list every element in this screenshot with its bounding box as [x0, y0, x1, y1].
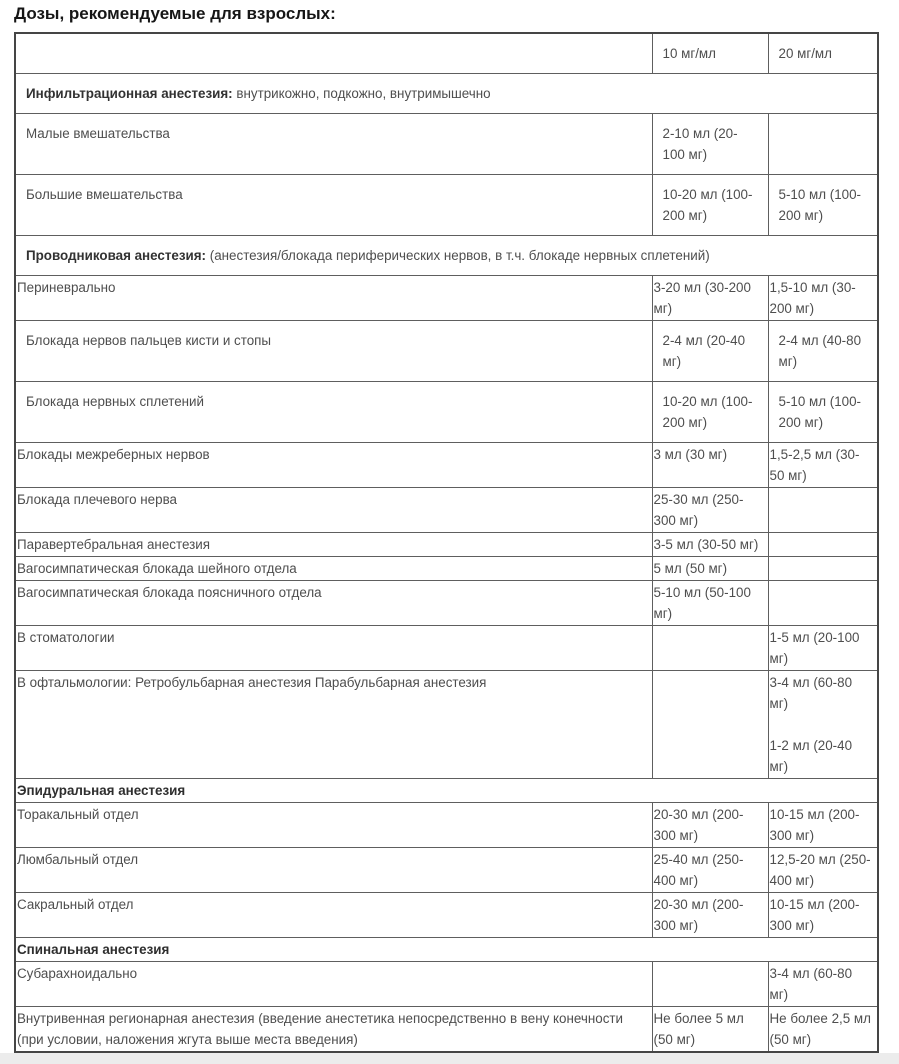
section-title-cell: Эпидуральная анестезия	[15, 779, 878, 803]
row-label-cell: Вагосимпатическая блокада поясничного отдела	[15, 581, 652, 626]
table-row	[15, 671, 878, 779]
table-row	[15, 175, 878, 236]
row-label-cell: Большие вмешательства	[15, 175, 652, 236]
dose-10mg-cell: 10-20 мл (100-200 мг)	[652, 382, 768, 443]
table-row	[15, 276, 878, 321]
dose-20mg-cell: 5-10 мл (100-200 мг)	[768, 175, 878, 236]
section-title-cell: Спинальная анестезия	[15, 938, 878, 962]
dose-10mg-cell: 3-20 мл (30-200 мг)	[652, 276, 768, 321]
dose-10mg-cell	[652, 626, 768, 671]
table-row	[15, 848, 878, 893]
dose-20mg-value-parabulbar: 1-2 мл (20-40 мг)	[769, 738, 853, 774]
section-lead-text: Проводниковая анестезия:	[26, 248, 207, 263]
dose-20mg-cell	[768, 533, 878, 557]
dose-10mg-cell: 20-30 мл (200-300 мг)	[652, 893, 768, 938]
dose-10mg-cell: Не более 5 мл (50 мг)	[652, 1007, 768, 1053]
dose-10mg-cell: 5-10 мл (50-100 мг)	[652, 581, 768, 626]
header-empty-cell	[15, 33, 652, 74]
row-label-cell: Торакальный отдел	[15, 803, 652, 848]
table-row	[15, 114, 878, 175]
dose-20mg-cell: 5-10 мл (100-200 мг)	[768, 382, 878, 443]
section-lead-text: Инфильтрационная анестезия:	[26, 86, 233, 101]
section-span-cell	[15, 74, 878, 114]
row-label-cell: Люмбальный отдел	[15, 848, 652, 893]
dose-20mg-cell	[768, 488, 878, 533]
dose-20mg-cell	[768, 557, 878, 581]
table-row	[15, 488, 878, 533]
dose-20mg-cell	[768, 671, 878, 779]
dose-20mg-cell: 10-15 мл (200-300 мг)	[768, 803, 878, 848]
header-20mg-cell: 20 мг/мл	[768, 33, 878, 74]
dose-20mg-cell: 1,5-2,5 мл (30-50 мг)	[768, 443, 878, 488]
table-row	[15, 533, 878, 557]
row-label-cell: Периневрально	[15, 276, 652, 321]
table-row	[15, 557, 878, 581]
row-label-cell: Блокада плечевого нерва	[15, 488, 652, 533]
dose-20mg-cell: 2-4 мл (40-80 мг)	[768, 321, 878, 382]
row-label-cell: Вагосимпатическая блокада шейного отдела	[15, 557, 652, 581]
table-header-row	[15, 33, 878, 74]
row-label-cell: Сакральный отдел	[15, 893, 652, 938]
table-row	[15, 1007, 878, 1053]
section-rest-text: (анестезия/блокада периферических нервов, в т.ч. блокаде нервных сплетений)	[206, 248, 710, 263]
dose-10mg-cell: 2-10 мл (20-100 мг)	[652, 114, 768, 175]
dose-10mg-cell	[652, 962, 768, 1007]
section-rest-text: внутрикожно, подкожно, внутримышечно	[232, 86, 491, 101]
dose-20mg-cell: Не более 2,5 мл (50 мг)	[768, 1007, 878, 1053]
table-row	[15, 962, 878, 1007]
dose-20mg-cell: 1-5 мл (20-100 мг)	[768, 626, 878, 671]
row-label-cell: Блокады межреберных нервов	[15, 443, 652, 488]
dose-10mg-cell: 5 мл (50 мг)	[652, 557, 768, 581]
table-row	[15, 803, 878, 848]
section-span-cell	[15, 236, 878, 276]
dose-10mg-cell: 25-40 мл (250-400 мг)	[652, 848, 768, 893]
table-row	[15, 382, 878, 443]
table-row	[15, 74, 878, 114]
dose-20mg-cell: 10-15 мл (200-300 мг)	[768, 893, 878, 938]
row-label-cell: В офтальмологии: Ретробульбарная анестезия Парабульбарная анестезия	[15, 671, 652, 779]
row-label-cell: Блокада нервных сплетений	[15, 382, 652, 443]
dose-10mg-cell: 3 мл (30 мг)	[652, 443, 768, 488]
row-label-cell: Паравертебральная анестезия	[15, 533, 652, 557]
row-label-cell: Блокада нервов пальцев кисти и стопы	[15, 321, 652, 382]
dose-10mg-cell: 3-5 мл (30-50 мг)	[652, 533, 768, 557]
dose-20mg-value-retrobulbar: 3-4 мл (60-80 мг)	[769, 675, 853, 711]
table-row	[15, 626, 878, 671]
page-bottom-strip	[0, 1053, 899, 1064]
row-label-cell: Внутривенная регионарная анестезия (введение анестетика непосредственно в вену конечности (при условии, наложения жгута выше места введения)	[15, 1007, 652, 1053]
row-label-cell: Субарахноидально	[15, 962, 652, 1007]
dose-10mg-cell: 2-4 мл (20-40 мг)	[652, 321, 768, 382]
header-10mg-cell: 10 мг/мл	[652, 33, 768, 74]
dose-20mg-cell: 1,5-10 мл (30-200 мг)	[768, 276, 878, 321]
dose-20mg-cell	[768, 581, 878, 626]
dose-10mg-cell: 10-20 мл (100-200 мг)	[652, 175, 768, 236]
section-row	[15, 779, 878, 803]
table-row	[15, 321, 878, 382]
dose-20mg-cell: 3-4 мл (60-80 мг)	[768, 962, 878, 1007]
dose-table	[14, 32, 879, 1053]
dose-20mg-cell	[768, 114, 878, 175]
dose-20mg-cell: 12,5-20 мл (250-400 мг)	[768, 848, 878, 893]
row-label-cell: В стоматологии	[15, 626, 652, 671]
table-row	[15, 443, 878, 488]
row-label-cell: Малые вмешательства	[15, 114, 652, 175]
dose-10mg-cell	[652, 671, 768, 779]
dose-10mg-cell: 20-30 мл (200-300 мг)	[652, 803, 768, 848]
page-title: Дозы, рекомендуемые для взрослых:	[14, 4, 336, 23]
dose-10mg-cell: 25-30 мл (250-300 мг)	[652, 488, 768, 533]
table-row	[15, 893, 878, 938]
section-row	[15, 938, 878, 962]
table-row	[15, 236, 878, 276]
table-row	[15, 581, 878, 626]
